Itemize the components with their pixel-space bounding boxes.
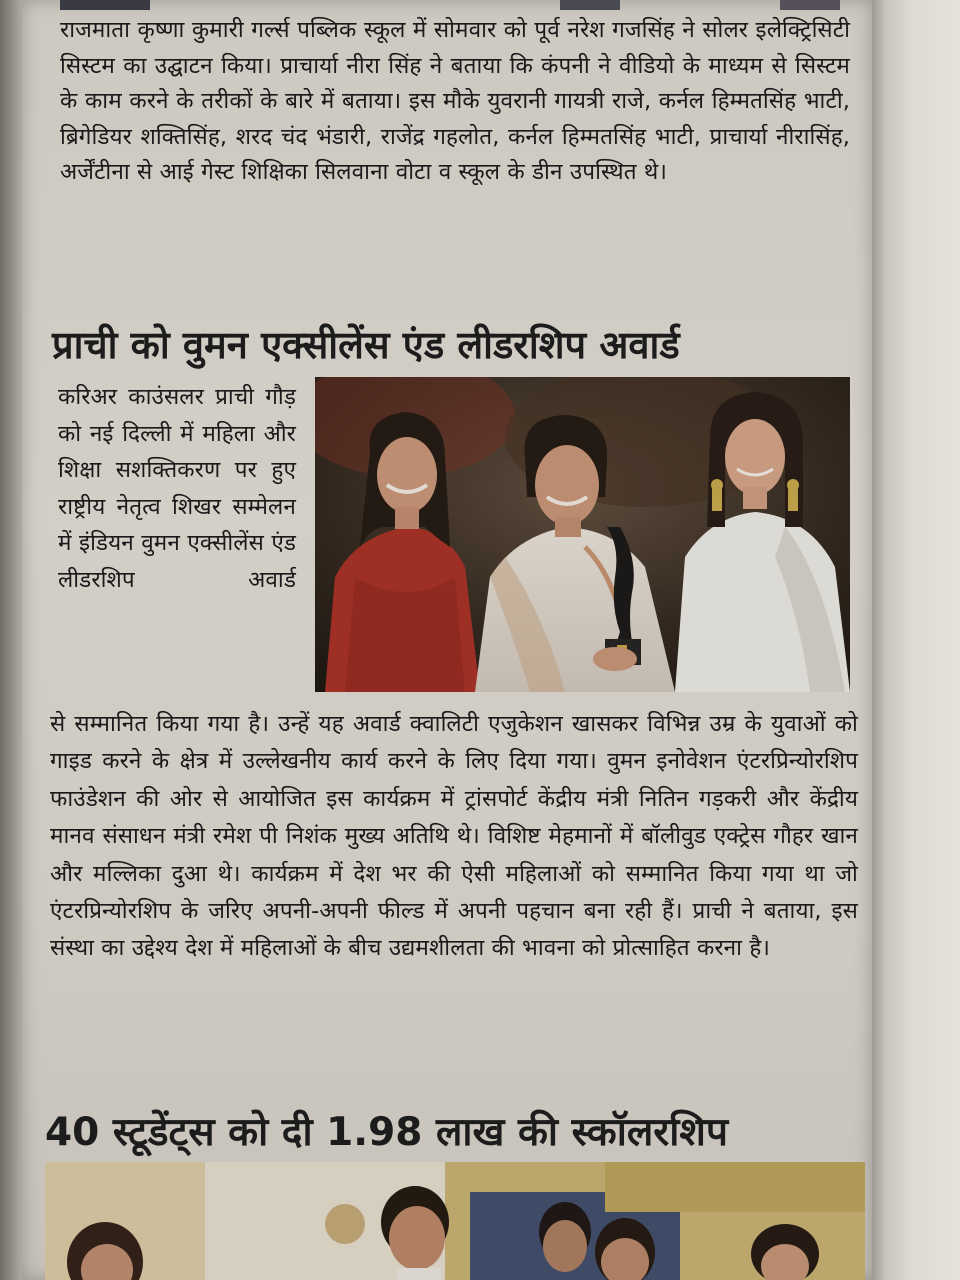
page-fold-edge xyxy=(872,0,960,1280)
award-photo xyxy=(315,377,850,692)
award-body-column xyxy=(50,706,858,968)
award-intro-text: करिअर काउंसलर प्राची गौड़ को नई दिल्ली में महिला और शिक्षा सशक्तिकरण पर हुए राष्ट्रीय नेतृत्व शिखर सम्मेलन में इंडियन वुमन एक्सीलेंस एंड लीडरशिप अवार्ड xyxy=(58,384,296,593)
previous-article-strip xyxy=(60,0,830,10)
article-solar-system xyxy=(60,13,850,191)
scholarship-headline: 40 स्टूडेंट्स को दी 1.98 लाख की स्कॉलरशिप xyxy=(45,1110,729,1155)
award-intro-column xyxy=(58,379,296,598)
award-headline: प्राची को वुमन एक्सीलेंस एंड लीडरशिप अवार्ड xyxy=(52,323,680,367)
article-solar-body: राजमाता कृष्णा कुमारी गर्ल्स पब्लिक स्कूल में सोमवार को पूर्व नरेश गजसिंह ने सोलर इलेक्ट्रिसिटी सिस्टम का उद्घाटन किया। प्राचार्या नीरा सिंह ने बताया कि कंपनी ने वीडियो के माध्यम से सिस्टम के काम करने के तरीकों के बारे में बताया। इस मौके युवरानी गायत्री राजे, कर्नल हिम्मतसिंह भाटी, ब्रिगेडियर शक्तिसिंह, शरद चंद भंडारी, राजेंद्र गहलोत, कर्नल हिम्मतसिंह भाटी, प्राचार्या नीरासिंह, अर्जेंटीना से आई गेस्ट शिक्षिका सिलवाना वोटा व स्कूल के डीन उपस्थित थे। xyxy=(60,17,850,185)
scholarship-photo xyxy=(45,1162,865,1280)
award-body-text: से सम्मानित किया गया है। उन्हें यह अवार्ड क्वालिटी एजुकेशन खासकर विभिन्न उम्र के युवाओं को गाइड करने के क्षेत्र में उल्लेखनीय कार्य करने के लिए दिया गया। वुमन इनोवेशन एंटरप्रिन्योरशिप फाउंडेशन की ओर से आयोजित इस कार्यक्रम में ट्रांसपोर्ट केंद्रीय मंत्री नितिन गड़करी और केंद्रीय मानव संसाधन मंत्री रमेश पी निशंक मुख्य अतिथि थे। विशिष्ट मेहमानों में बॉलीवुड एक्ट्रेस गौहर खान और मल्लिका दुआ थे। कार्यक्रम में देश भर की ऐसी महिलाओं को सम्मानित किया गया था जो एंटरप्रिन्योरशिप के जरिए अपनी-अपनी फील्ड में अपनी पहचान बना रही हैं। प्राची ने बताया, इस संस्था का उद्देश्य देश में महिलाओं के बीच उद्यमशीलता की भावना को प्रोत्साहित करना है। xyxy=(50,711,858,962)
